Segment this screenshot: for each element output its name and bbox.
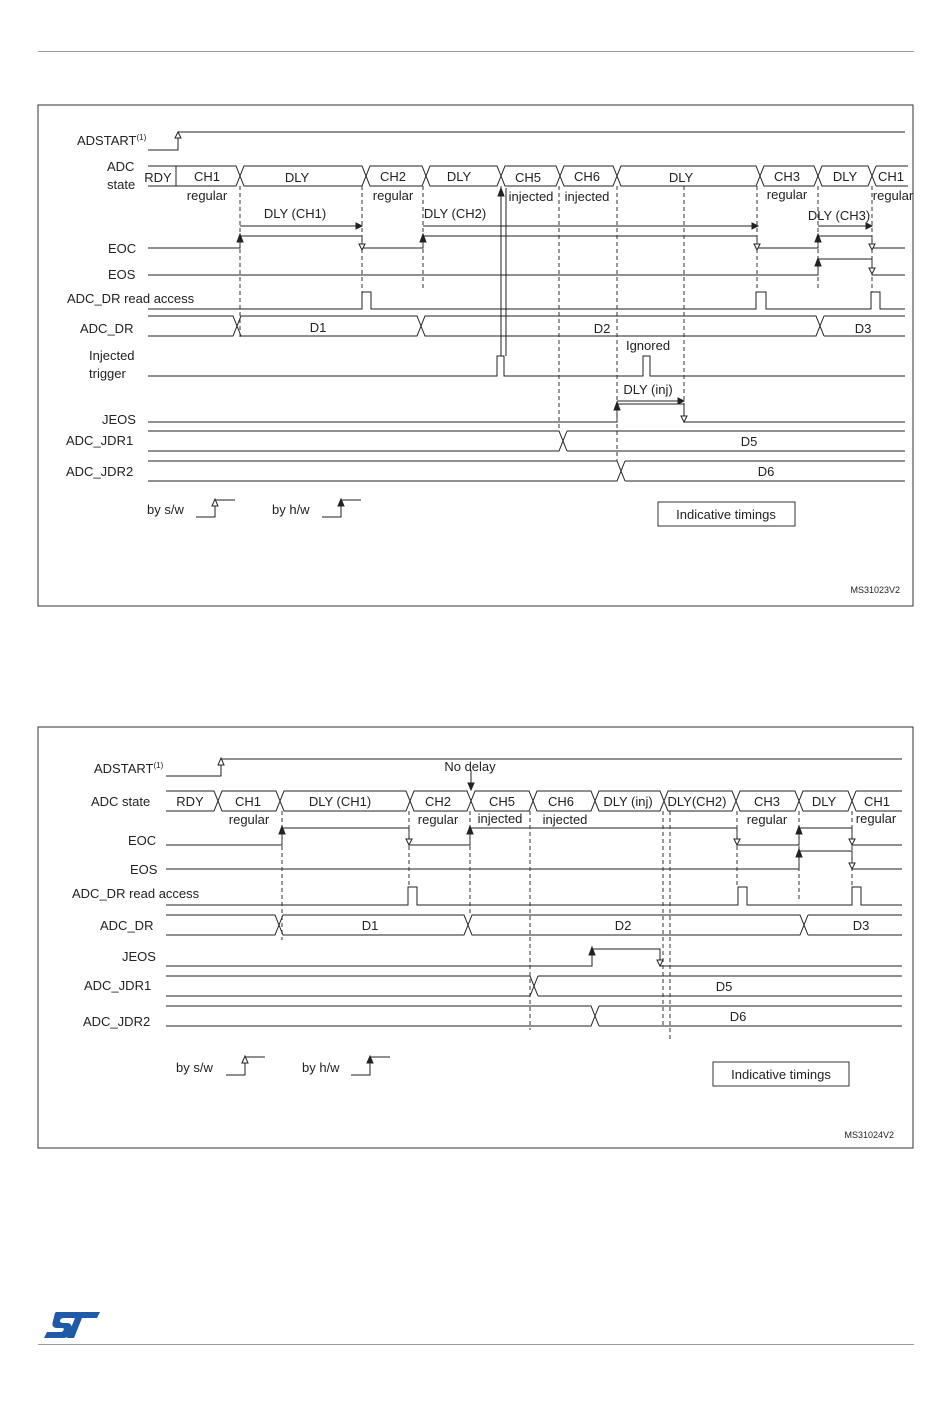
d2-sublabel-2: regular [417, 812, 459, 827]
state-7: CH6 [573, 169, 601, 184]
diagram-1-arrowheads [237, 188, 875, 422]
legend-sw: by s/w [147, 502, 184, 517]
d2-state-6: CH6 [547, 794, 575, 809]
jdr2-label: ADC_JDR2 [66, 464, 134, 479]
d2-adstart-label: ADSTART$^{(1)}$ [94, 761, 164, 776]
timing-diagram-1 [0, 0, 950, 620]
d2-sublabel-5: regular [746, 812, 788, 827]
adstart-wave [148, 132, 905, 150]
eos-wave [148, 259, 905, 275]
d2-sublabel-1: regular [228, 812, 270, 827]
jdr1-value: D5 [740, 434, 758, 449]
d2-dr-value-d3: D3 [852, 918, 870, 933]
inj-trigger-label-2: trigger [89, 366, 126, 381]
inj-trigger-wave [148, 356, 905, 376]
d2-jdr1-value: D5 [715, 979, 733, 994]
inj-trigger-label-1: Injected [89, 348, 135, 363]
sublabel-3: injected [508, 189, 554, 204]
dr-read-label: ADC_DR read access [67, 291, 195, 306]
sublabel-2: regular [372, 188, 414, 203]
d2-jdr2-a [166, 1006, 595, 1026]
indicative-label: Indicative timings [676, 507, 776, 522]
jdr2-bus-a [148, 461, 621, 481]
timing-diagram-2 [0, 720, 950, 1160]
jdr1-label: ADC_JDR1 [66, 433, 134, 448]
state-4: CH2 [379, 169, 407, 184]
d2-eos-wave [166, 851, 902, 869]
jeos-label: JEOS [102, 412, 136, 427]
d2-state-4: CH2 [424, 794, 452, 809]
adstart-arrow [175, 132, 181, 138]
d2-jdr2-label: ADC_JDR2 [83, 1014, 151, 1029]
d2-dr-value-d2: D2 [614, 918, 632, 933]
sublabel-6: regular [872, 188, 914, 203]
sublabel-5: regular [766, 187, 808, 202]
delay-ch1: DLY (CH1) [263, 206, 327, 221]
state-9: CH3 [773, 169, 801, 184]
d2-sublabel-6: regular [855, 811, 897, 826]
d2-sublabel-4: injected [542, 812, 588, 827]
d2-state-11: CH1 [863, 794, 891, 809]
state-10: DLY [832, 169, 858, 184]
d2-eos-label: EOS [130, 862, 158, 877]
adc-state-label-1: ADC [107, 159, 135, 174]
jeos-wave [148, 404, 905, 422]
d2-state-1: RDY [176, 794, 204, 809]
state-5: DLY [446, 169, 472, 184]
d2-eoc-label: EOC [128, 833, 157, 848]
d2-sublabel-3: injected [477, 811, 523, 826]
d2-state-10: DLY [811, 794, 837, 809]
jdr2-value: D6 [757, 464, 775, 479]
eoc-label: EOC [108, 241, 137, 256]
dr-value-d3: D3 [854, 321, 872, 336]
d2-state-9: CH3 [753, 794, 781, 809]
d2-dr-read-label: ADC_DR read access [72, 886, 200, 901]
d2-jdr2-value: D6 [729, 1009, 747, 1024]
d2-legend-sw: by s/w [176, 1060, 213, 1075]
dr-bus-d1 [237, 316, 421, 336]
d2-indicative-label: Indicative timings [731, 1067, 831, 1082]
d2-dr-d2 [468, 915, 804, 935]
adc-dr-label: ADC_DR [80, 321, 134, 336]
eoc-wave [148, 236, 905, 248]
d2-dr-read-wave [166, 887, 902, 905]
d2-state-8: DLY(CH2) [667, 794, 727, 809]
st-logo-mark [44, 1312, 100, 1338]
delay-ch2: DLY (CH2) [423, 206, 487, 221]
d2-jdr1-label: ADC_JDR1 [84, 978, 152, 993]
dr-read-wave [148, 292, 905, 309]
no-delay-label: No delay [444, 759, 496, 774]
dr-value-d2: D2 [593, 321, 611, 336]
state-1: RDY [144, 170, 172, 185]
state-8: DLY [668, 170, 694, 185]
d2-eoc-wave [166, 828, 902, 845]
dr-bus-d2 [421, 316, 820, 336]
diagram-2-arrowheads [279, 783, 855, 966]
diagram-2-frame [38, 727, 913, 1148]
state-11: CH1 [877, 169, 905, 184]
dr-bus-a [148, 316, 237, 336]
d2-dr-value-d1: D1 [361, 918, 379, 933]
sublabel-1: regular [186, 188, 228, 203]
d2-adc-dr-label: ADC_DR [100, 918, 154, 933]
legend-hw: by h/w [272, 502, 310, 517]
d2-adstart-wave [166, 759, 902, 776]
sublabel-4: injected [564, 189, 610, 204]
d2-state-5: CH5 [488, 794, 516, 809]
d2-jeos-wave [166, 949, 902, 966]
state-6: CH5 [514, 170, 542, 185]
footer-rule [38, 1344, 914, 1345]
d2-state-7: DLY (inj) [603, 794, 653, 809]
d2-state-2: CH1 [234, 794, 262, 809]
st-logo [42, 1310, 104, 1340]
d2-adc-state-label: ADC state [91, 794, 151, 809]
diagram-2-code: MS31024V2 [844, 1130, 894, 1140]
d2-jdr1-a [166, 976, 534, 996]
state-3: DLY [284, 170, 310, 185]
delay-inj: DLY (inj) [623, 382, 673, 397]
d2-jdr2-b [595, 1006, 902, 1026]
adc-state-label-2: state [107, 177, 136, 192]
diagram-1-code: MS31023V2 [850, 585, 900, 595]
delay-ch3: DLY (CH3) [807, 208, 871, 223]
eos-label: EOS [108, 267, 136, 282]
diagram-1-guides [240, 186, 872, 461]
ignored-label: Ignored [625, 338, 671, 353]
d2-jeos-label: JEOS [122, 949, 156, 964]
d2-dr-a [166, 915, 279, 935]
d2-legend-hw: by h/w [302, 1060, 340, 1075]
dr-value-d1: D1 [309, 320, 327, 335]
jdr1-bus-b [563, 431, 905, 451]
state-2: CH1 [193, 169, 221, 184]
d2-state-3: DLY (CH1) [308, 794, 372, 809]
jdr1-bus-a [148, 431, 563, 451]
adstart-label: ADSTART$^{(1)}$ [77, 133, 147, 148]
